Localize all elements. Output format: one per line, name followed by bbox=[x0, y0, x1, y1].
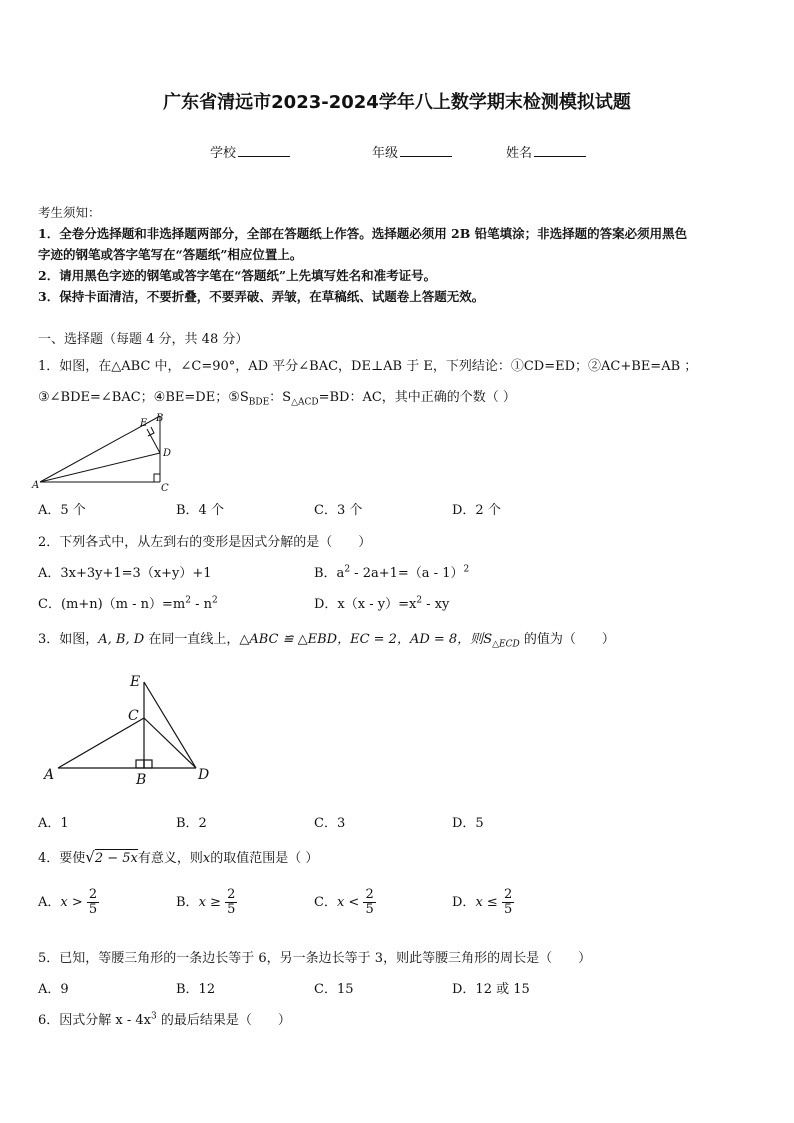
q4-question: 4．要使√2 − 5x有意义，则x的取值范围是（ ） bbox=[38, 848, 319, 866]
q3-option-c[interactable]: C．3 bbox=[314, 816, 346, 831]
notice-item-1b: 字迹的钢笔或答字笔写在“答题纸”相应位置上。 bbox=[38, 247, 303, 262]
grade-field[interactable] bbox=[372, 142, 452, 161]
q3-option-a[interactable]: A．1 bbox=[38, 816, 69, 831]
grade-label: 年级 bbox=[372, 146, 399, 161]
q6-question: 6．因式分解 x - $4x^3$ 的最后结果是（ ） bbox=[38, 1011, 291, 1028]
q4-option-a[interactable]: A．x > $\frac{2}{5}$ bbox=[38, 887, 98, 917]
q3-label-e: E bbox=[130, 674, 141, 690]
notice-heading: 考生须知： bbox=[38, 205, 101, 220]
q4-option-d[interactable]: D．x ≤ $\frac{2}{5}$ bbox=[452, 887, 513, 917]
q3-label-a: A bbox=[44, 767, 55, 783]
q3-question: 3．如图，A, B, D 在同一直线上，△ABC ≌ △EBD，EC = 2，AD = 8，则$S_{\triangle ECD}$ 的值为（ ） bbox=[38, 632, 615, 650]
q1-label-b: B bbox=[156, 413, 164, 424]
q1-option-a[interactable]: A．5 个 bbox=[38, 503, 86, 518]
q1-option-d[interactable]: D．2 个 bbox=[452, 503, 501, 518]
school-field[interactable] bbox=[210, 142, 290, 161]
section-heading: 一、选择题（每题 4 分，共 48 分） bbox=[38, 332, 249, 347]
q3-label-c: C bbox=[128, 708, 139, 724]
q1-figure bbox=[30, 408, 180, 494]
q2-question: 2．下列各式中，从左到右的变形是因式分解的是（ ） bbox=[38, 535, 372, 550]
q3-label-d: D bbox=[198, 767, 210, 783]
q2-option-b[interactable]: B．$a^2 - 2a+1=(a - 1)^2$ bbox=[314, 564, 470, 581]
q1-label-c: C bbox=[161, 483, 169, 494]
q5-option-c[interactable]: C．15 bbox=[314, 982, 354, 997]
q1-label-d: D bbox=[163, 448, 172, 459]
page-title: 广东省清远市2023-2024学年八上数学期末检测模拟试题 bbox=[163, 92, 631, 113]
q3-option-b[interactable]: B．2 bbox=[176, 816, 207, 831]
name-blank[interactable] bbox=[534, 144, 586, 157]
q1-label-a: A bbox=[32, 480, 40, 491]
q4-radicand: 2 − 5x bbox=[94, 851, 138, 866]
grade-blank[interactable] bbox=[400, 144, 452, 157]
q2-option-a[interactable]: A．3x+3y+1=3（x+y）+1 bbox=[38, 566, 212, 581]
q4-option-c[interactable]: C．x < $\frac{2}{5}$ bbox=[314, 887, 374, 917]
q4-option-b[interactable]: B．x ≥ $\frac{2}{5}$ bbox=[176, 887, 236, 917]
q3-option-d[interactable]: D．5 bbox=[452, 816, 484, 831]
q2-option-d[interactable]: D．$x(x - y)=x^2$ - xy bbox=[314, 595, 450, 612]
q5-option-d[interactable]: D．12 或 15 bbox=[452, 982, 530, 997]
school-label: 学校 bbox=[210, 146, 237, 161]
notice-item-3: 3．保持卡面清洁，不要折叠，不要弄破、弄皱，在草稿纸、试题卷上答题无效。 bbox=[38, 289, 485, 304]
q1-line1: 1．如图，在△ABC 中，∠C=90°，AD 平分∠BAC，DE⊥AB 于 E，下列结论：①CD=ED；②AC+BE=AB ； bbox=[38, 359, 698, 374]
q5-question: 5．已知，等腰三角形的一条边长等于 6，另一条边长等于 3，则此等腰三角形的周长是（ ） bbox=[38, 951, 592, 966]
q5-option-b[interactable]: B．12 bbox=[176, 982, 216, 997]
q5-option-a[interactable]: A．9 bbox=[38, 982, 69, 997]
notice-item-2: 2．请用黑色字迹的钢笔或答字笔在“答题纸”上先填写姓名和准考证号。 bbox=[38, 268, 437, 283]
name-field[interactable] bbox=[506, 142, 586, 161]
q1-line2: ③∠BDE=∠BAC；④BE=DE；$⑤S_{BDE}$：$S_{\triangle ACD}=BD$：AC，其中正确的个数（ ） bbox=[38, 390, 516, 408]
q3-label-b: B bbox=[136, 772, 147, 788]
q3-figure bbox=[36, 668, 222, 790]
q2-option-c[interactable]: C．$(m+n)(m - n)=m^2 - n^2$ bbox=[38, 595, 218, 612]
q1-label-e: E bbox=[140, 418, 148, 429]
sqrt-sign: √ bbox=[85, 848, 95, 866]
name-label: 姓名 bbox=[506, 146, 533, 161]
notice-item-1a: 1．全卷分选择题和非选择题两部分，全部在答题纸上作答。选择题必须用 2B 铅笔填涂；非选择题的答案必须用黑色 bbox=[38, 226, 688, 241]
q1-option-c[interactable]: C．3 个 bbox=[314, 503, 363, 518]
school-blank[interactable] bbox=[238, 144, 290, 157]
q1-option-b[interactable]: B．4 个 bbox=[176, 503, 224, 518]
